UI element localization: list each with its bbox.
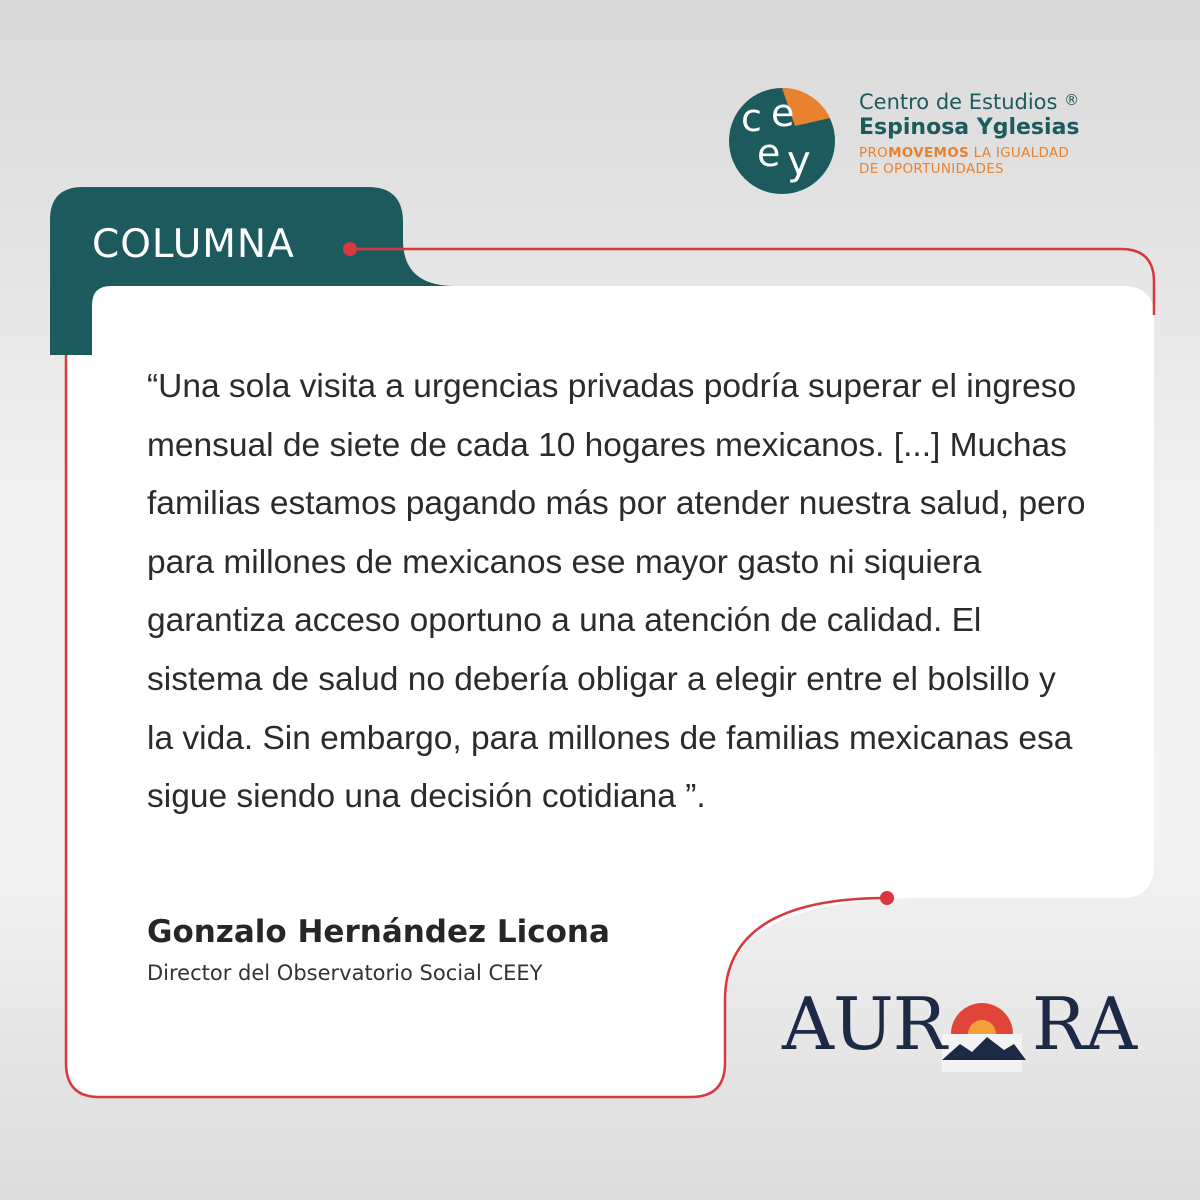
aurora-logo <box>782 982 1142 1072</box>
svg-text:y: y <box>787 138 811 184</box>
quote-text: “Una sola visita a urgencias privadas podría superar el ingreso mensual de siete de cada 10 hogares mexicanos. [...] Muchas familias estamos pagando más por atender nuestra salud, pero para millones de mexicanos ese mayor gasto ni siquiera garantiza acceso oportuno a una atención de calidad. El sistema de salud no debería obligar a elegir entre el bolsillo y la vida. Sin embargo, para millones de familias mexicanas esa sigue siendo una decisión cotidiana ”. <box>147 368 1086 816</box>
outline-dot-top <box>343 242 357 256</box>
brand-name-line2: Espinosa Yglesias <box>859 115 1080 140</box>
author-title: Director del Observatorio Social CEEY <box>147 961 543 985</box>
ceey-emblem-icon <box>727 86 837 196</box>
svg-text:e: e <box>771 91 795 135</box>
aurora-wordmark: AUR RA <box>782 982 1137 1066</box>
ceey-logo <box>727 86 1127 196</box>
svg-text:c: c <box>741 96 762 140</box>
ceey-wordmark <box>859 90 1080 177</box>
section-tag: COLUMNA <box>92 222 295 267</box>
brand-name-line1: Centro de Estudios ® <box>859 90 1080 114</box>
author-name: Gonzalo Hernández Licona <box>147 914 610 950</box>
outline-dot-bottom <box>880 891 894 905</box>
brand-tagline-line1: PROMOVEMOS LA IGUALDAD <box>859 145 1070 161</box>
svg-text:e: e <box>757 131 781 175</box>
brand-tagline-line2: DE OPORTUNIDADES <box>859 161 1004 177</box>
